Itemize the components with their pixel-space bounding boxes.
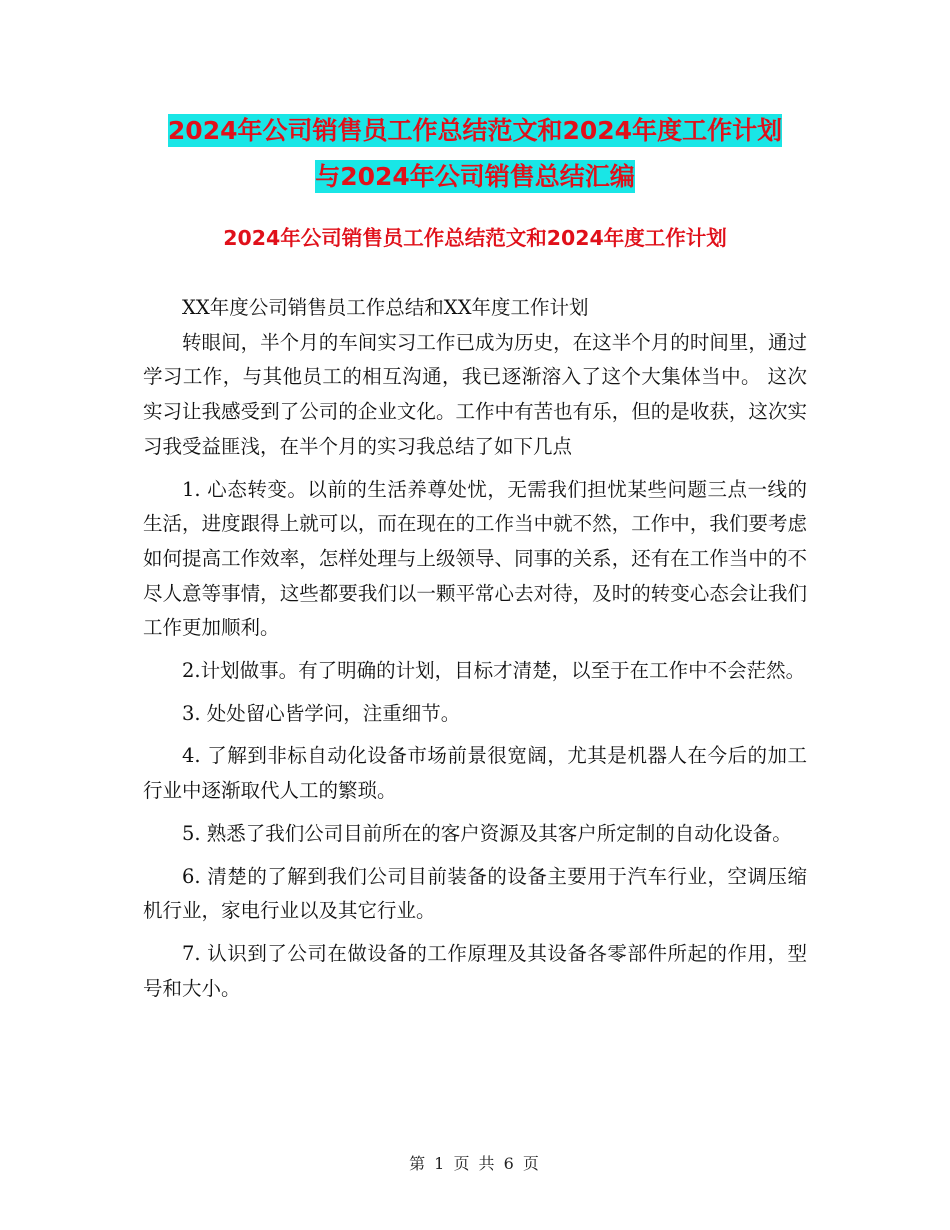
title-line-1: 2024年公司销售员工作总结范文和2024年度工作计划 (167, 116, 783, 145)
page-number-footer: 第 1 页 共 6 页 (409, 1154, 541, 1173)
paragraph: 4. 了解到非标自动化设备市场前景很宽阔，尤其是机器人在今后的加工行业中逐渐取代人工的繁琐。 (143, 744, 807, 803)
paragraph: 7. 认识到了公司在做设备的工作原理及其设备各零部件所起的作用，型号和大小。 (143, 941, 807, 1000)
paragraph: 5. 熟悉了我们公司目前所在的客户资源及其客户所定制的自动化设备。 (182, 821, 792, 845)
paragraph: 2.计划做事。有了明确的计划，目标才清楚，以至于在工作中不会茫然。 (182, 659, 806, 683)
title-line-2: 与2024年公司销售总结汇编 (315, 162, 635, 191)
paragraph: 1. 心态转变。以前的生活养尊处忧，无需我们担忧某些问题三点一线的生活，进度跟得上就可以，而在现在的工作当中就不然，工作中，我们要考虑如何提高工作效率，怎样处理与上级领导、同事的关系，还有在工作当中的不尽人意等事情，这些都要我们以一颗平常心去对待，及时的转变心态会让我们工作更加顺利。 (143, 477, 807, 640)
paragraph: 6. 清楚的了解到我们公司目前装备的设备主要用于汽车行业，空调压缩机行业，家电行业以及其它行业。 (143, 864, 807, 923)
paragraph: 3. 处处留心皆学问，注重细节。 (182, 701, 461, 725)
document-title (0, 108, 950, 200)
paragraph: XX年度公司销售员工作总结和XX年度工作计划 (182, 296, 589, 319)
section-title: 2024年公司销售员工作总结范文和2024年度工作计划 (223, 226, 727, 250)
document-body (143, 291, 807, 1006)
paragraph: 转眼间，半个月的车间实习工作已成为历史，在这半个月的时间里，通过学习工作，与其他员工的相互沟通，我已逐渐溶入了这个大集体当中。 这次实习让我感受到了公司的企业文化。工作中有苦也有乐，但的是收获，这次实习我受益匪浅，在半个月的实习我总结了如下几点 (143, 330, 807, 458)
